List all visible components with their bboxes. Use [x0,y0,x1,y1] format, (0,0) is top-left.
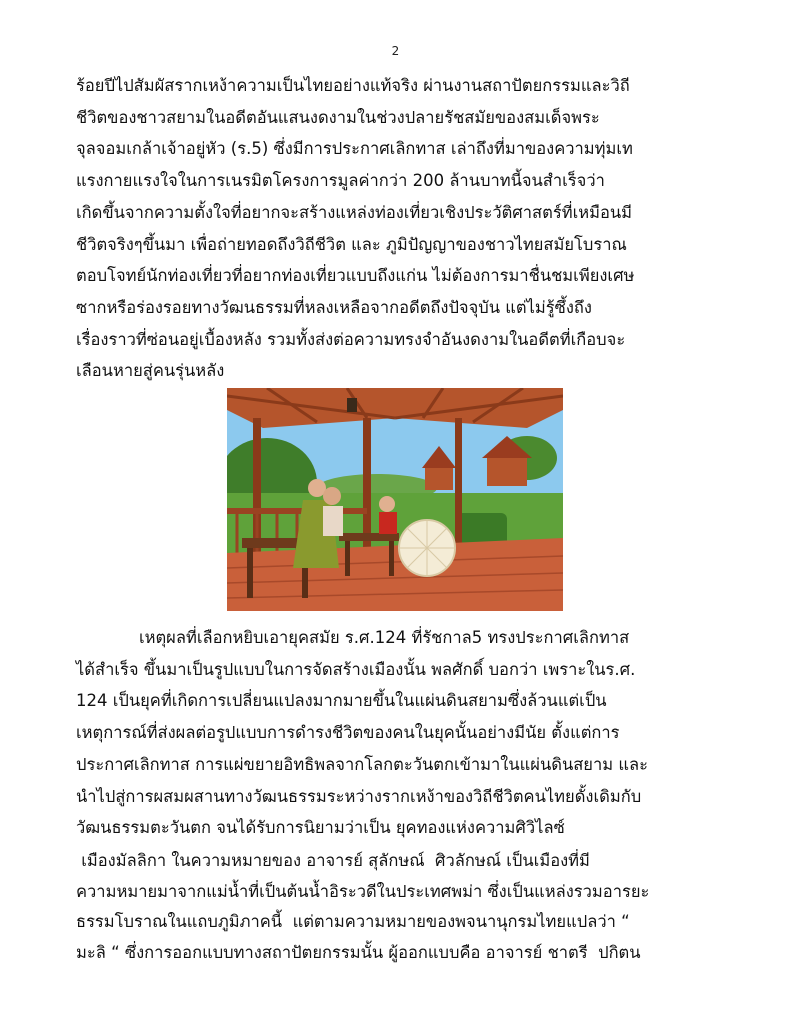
photo-thai-pavilion [227,388,563,611]
text-line: มะลิ “ ซึ่งการออกแบบทางสถาปัตยกรรมนั้น ผู้ออกแบบคือ อาจารย์ ชาตรี ปกิตน [76,942,641,962]
text-line: แรงกายแรงใจในการเนรมิตโครงการมูลค่ากว่า 200 ล้านบาทนี้จนสำเร็จว่า [76,171,605,191]
text-line: ร้อยปีไปสัมผัสรากเหง้าความเป็นไทยอย่างแท้จริง ผ่านงานสถาปัตยกรรมและวิถี [76,76,630,95]
page-number: 2 [391,44,400,58]
text-line: ชีวิตของชาวสยามในอดีตอันแสนงดงามในช่วงปลายรัชสมัยของสมเด็จพระ [76,107,600,127]
text-line: วัฒนธรรมตะวันตก จนได้รับการนิยามว่าเป็น ยุคทองแห่งความศิวิไลซ์ [76,818,565,838]
railing [227,508,367,514]
text-line: ความหมายมาจากแม่น้ำที่เป็นต้นน้ำอิระวดีในประเทศพม่า ซึ่งเป็นแหล่งรวมอารยะ [76,881,650,901]
paragraph-intro [76,70,736,387]
text-line: ธรรมโบราณในแถบภูมิภาคนี้ แต่ตามความหมายของพจนานุกรมไทยแปลว่า “ [76,912,630,931]
text-line: ซากหรือร่องรอยทางวัฒนธรรมที่หลงเหลือจากอดีตถึงปัจจุบัน แต่ไม่รู้ซึ้งถึง [76,297,592,317]
text-line: เรื่องราวที่ซ่อนอยู่เบื้องหลัง รวมทั้งส่งต่อความทรงจำอันงดงามในอดีตที่เกือบจะ [76,329,626,349]
text-line: ได้สำเร็จ ขึ้นมาเป็นรูปแบบในการจัดสร้างเมืองนั้น พลศักดิ์ บอกว่า เพราะในร.ศ. [76,659,636,679]
table-leg [389,541,394,576]
house-wall [487,458,527,486]
person-child [379,512,397,534]
text-line: เกิดขึ้นจากความตั้งใจที่อยากจะสร้างแหล่งท่องเที่ยวเชิงประวัติศาสตร์ที่เหมือนมี [76,202,633,222]
lantern [347,398,357,412]
chair-leg [247,548,253,598]
text-line: ชีวิตจริงๆขึ้นมา เพื่อถ่ายทอดถึงวิถีชีวิต และ ภูมิปัญญาของชาวไทยสมัยโบราณ [76,234,627,254]
house-wall [425,468,453,490]
photo-illustration [227,388,563,611]
text-line: จุลจอมเกล้าเจ้าอยู่หัว (ร.5) ซึ่งมีการประกาศเลิกทาส เล่าถึงที่มาของความทุ่มเท [76,139,633,159]
paragraph-reasoning [76,622,736,844]
text-line: ตอบโจทย์นักท่องเที่ยวที่อยากท่องเที่ยวแบบถึงแก่น ไม่ต้องการมาชื่นชมเพียงเศษ [76,266,635,286]
person-man [323,506,343,536]
paragraph-mallika-meaning [76,846,736,968]
person-head [323,487,341,505]
text-line: เหตุการณ์ที่ส่งผลต่อรูปแบบการดำรงชีวิตของคนในยุคนั้นอย่างมีนัย ตั้งแต่การ [76,723,620,743]
parasol-ribs [399,520,455,576]
text-line: เมืองมัลลิกา ในความหมายของ อาจารย์ สุลักษณ์ ศิวลักษณ์ เป็นเมืองที่มี [76,851,590,870]
text-line: เหตุผลที่เลือกหยิบเอายุคสมัย ร.ศ.124 ที่รัชกาล5 ทรงประกาศเลิกทาส [76,628,630,647]
text-line: ประกาศเลิกทาส การแผ่ขยายอิทธิพลจากโลกตะวันตกเข้ามาในแผ่นดินสยาม และ [76,754,648,774]
table [339,533,399,541]
text-line: เลือนหายสู่คนรุ่นหลัง [76,361,225,381]
table-leg [345,541,350,576]
person-head [379,496,395,512]
text-line: นำไปสู่การผสมผสานทางวัฒนธรรมระหว่างรากเหง้าของวิถีชีวิตคนไทยดั้งเดิมกับ [76,786,642,806]
text-line: 124 เป็นยุคที่เกิดการเปลี่ยนแปลงมากมายขึ้นในแผ่นดินสยามซึ่งล้วนแต่เป็น [76,691,607,711]
